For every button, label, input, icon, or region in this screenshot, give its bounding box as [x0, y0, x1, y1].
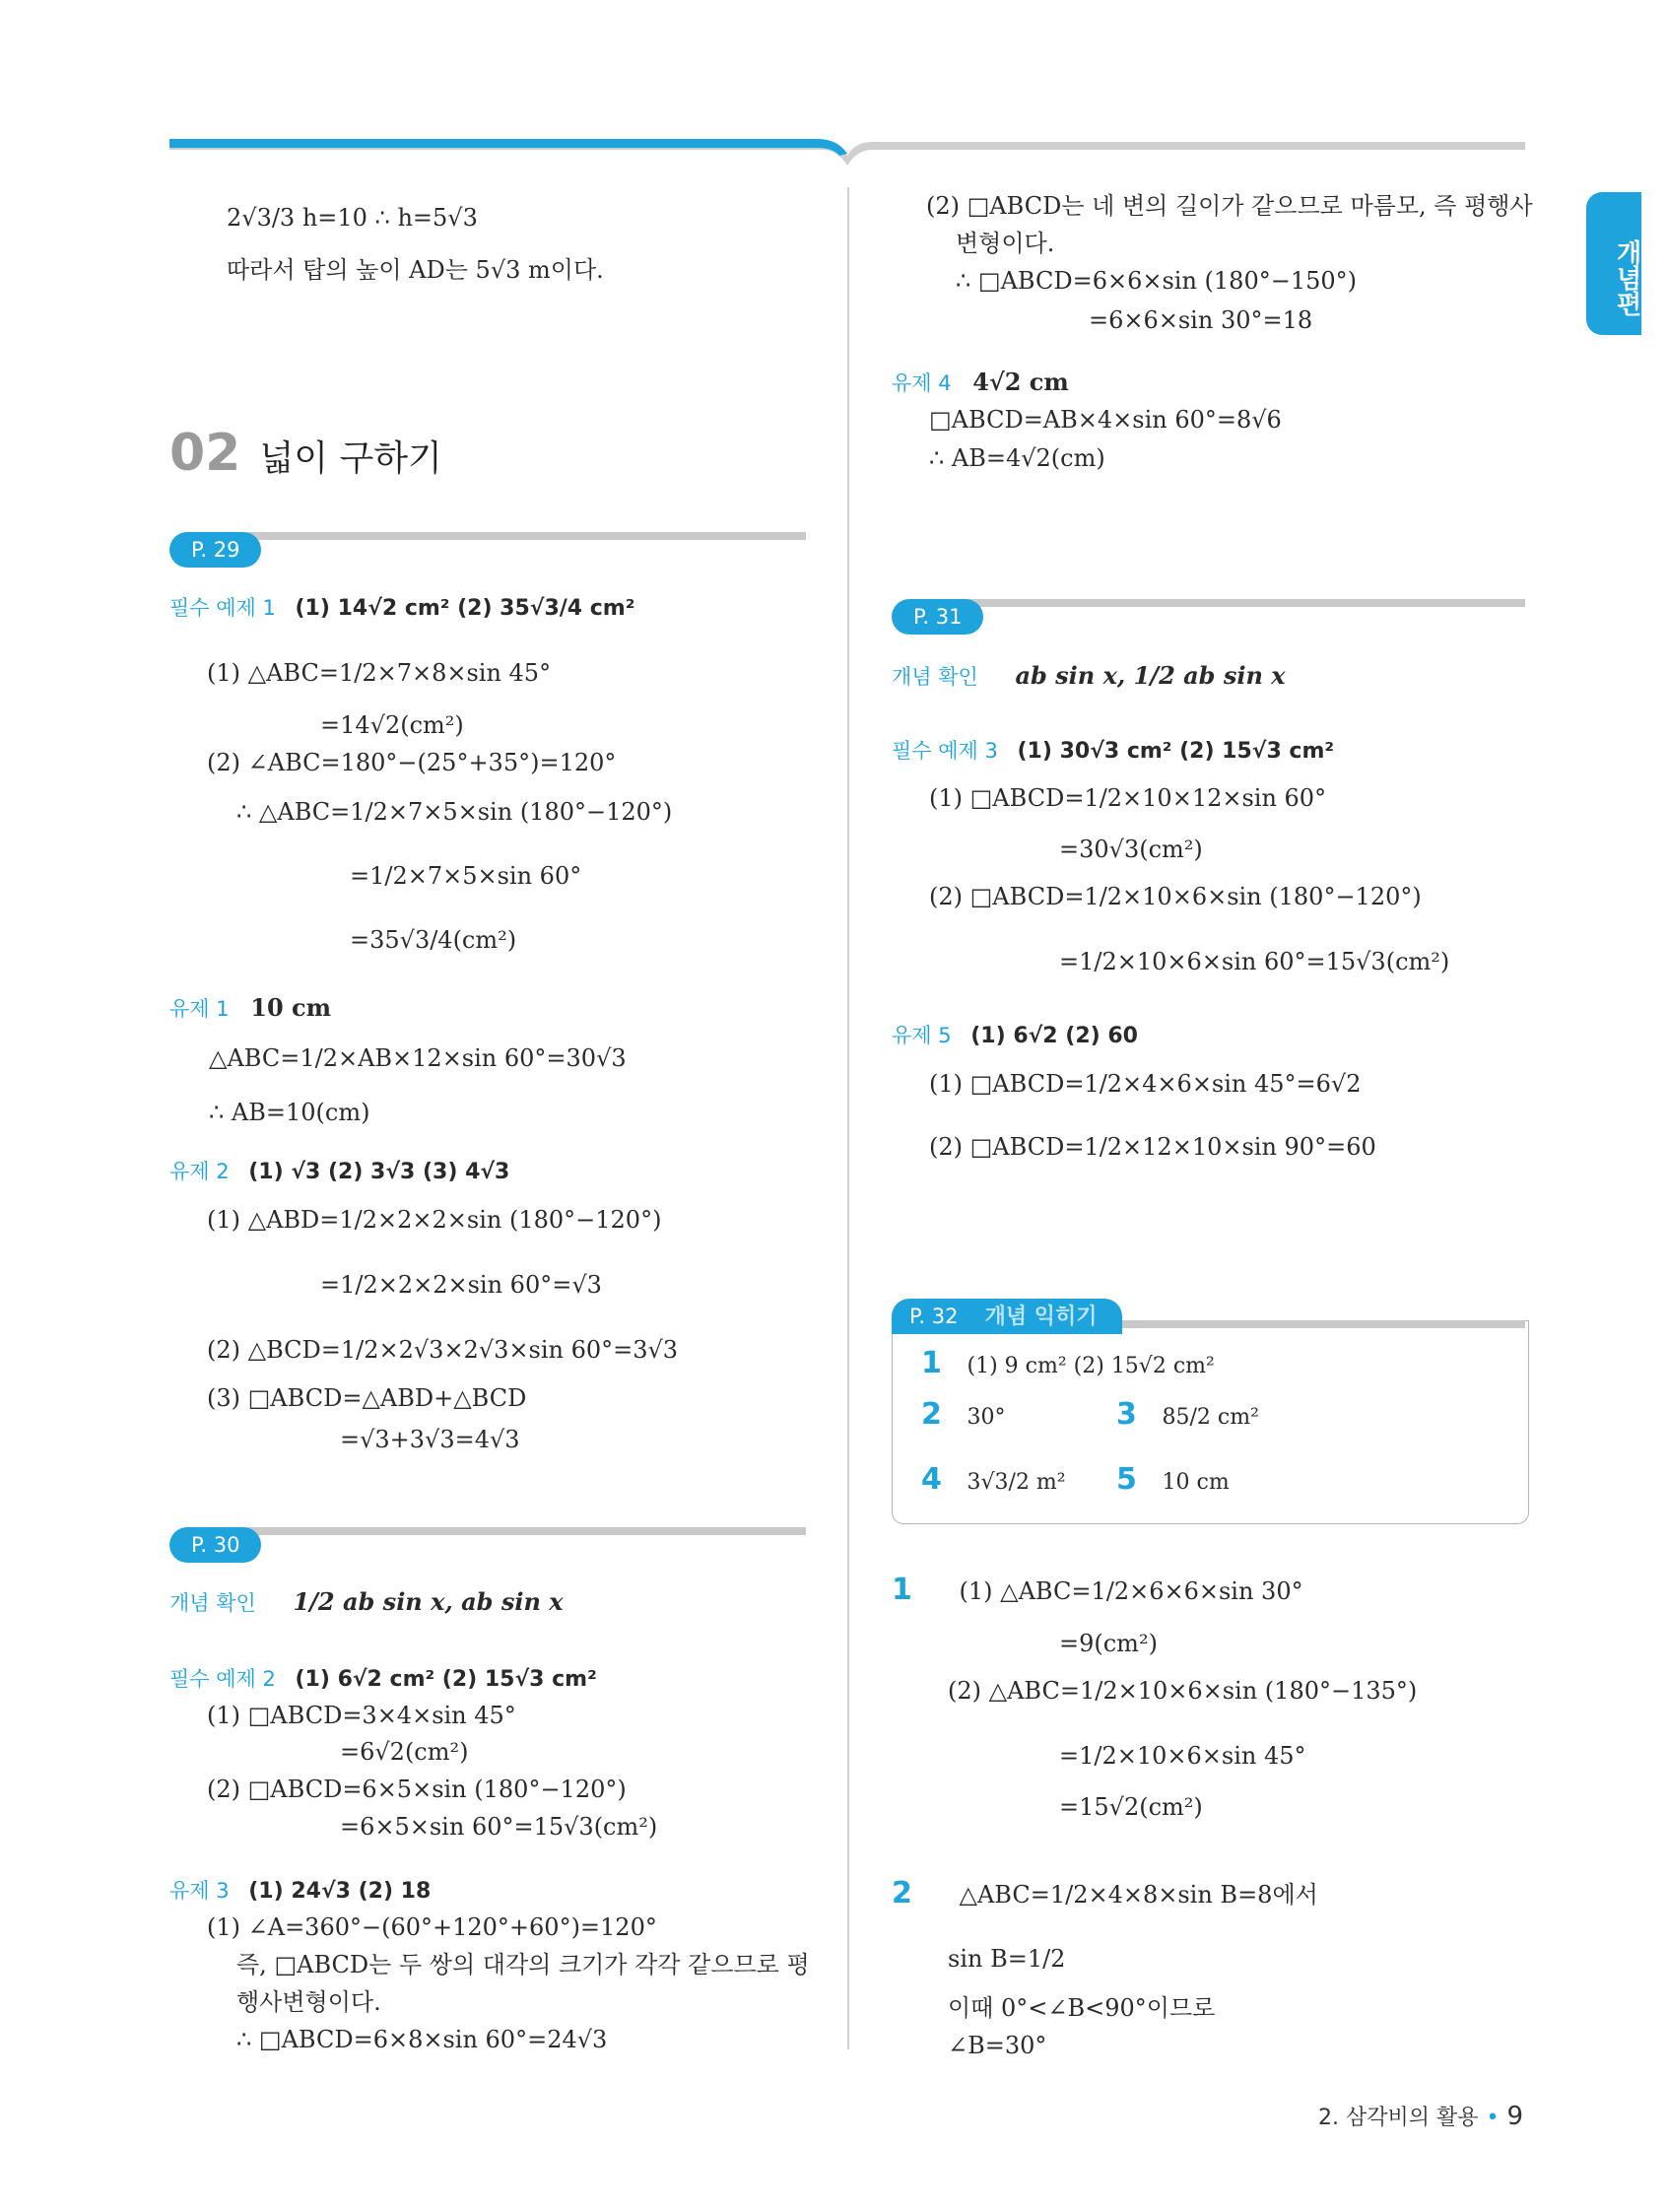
ue4-label: 유제 4 [892, 371, 952, 395]
ue4-answer: 4√2 cm [972, 368, 1069, 396]
ue2-line-4: (3) □ABCD=△ABD+△BCD [207, 1384, 527, 1412]
ue5-answer: (1) 6√2 (2) 60 [970, 1024, 1138, 1048]
section-title: 넓이 구하기 [259, 438, 442, 479]
ex3-line-1: (1) □ABCD=1/2×10×12×sin 60° [929, 784, 1327, 812]
ex3-line-2: =30√3(cm²) [1059, 836, 1203, 863]
box-item-1 [921, 1348, 1215, 1382]
p32-title: 개념 익히기 [984, 1305, 1098, 1329]
p29-bar [246, 532, 806, 540]
ue5-line-1: (1) □ABCD=1/2×4×6×sin 45°=6√2 [929, 1070, 1362, 1098]
ex3-line-3: (2) □ABCD=1/2×10×6×sin (180°−120°) [929, 883, 1422, 910]
footer-dot-icon: • [1486, 2106, 1500, 2130]
ue3-answer: (1) 24√3 (2) 18 [248, 1879, 432, 1904]
ue4-line-2: ∴ AB=4√2(cm) [929, 444, 1105, 472]
page-number: 9 [1506, 2102, 1523, 2131]
p32-header [892, 1299, 1122, 1334]
ue5-line-2: (2) □ABCD=1/2×12×10×sin 90°=60 [929, 1133, 1376, 1161]
right-line-1: (2) □ABCD는 네 변의 길이가 같으므로 마름모, 즉 평행사 [926, 192, 1533, 220]
sol2-number: 2 [892, 1876, 912, 1910]
ex2-line-4: =6×5×sin 60°=15√3(cm²) [340, 1813, 658, 1841]
ue1-label: 유제 1 [169, 997, 230, 1021]
ex1-label: 필수 예제 1 [169, 596, 276, 620]
ue3-line-4: ∴ □ABCD=6×8×sin 60°=24√3 [236, 2026, 608, 2053]
sol2-text-1: △ABC=1/2×4×8×sin B=8에서 [959, 1881, 1318, 1909]
concept-left-label: 개념 확인 [169, 1591, 256, 1615]
side-tab: 개념편 [1586, 192, 1641, 335]
box-ans-1: (1) 9 cm² (2) 15√2 cm² [967, 1354, 1215, 1378]
ue2-label: 유제 2 [169, 1160, 230, 1183]
footer-chapter: 2. 삼각비의 활용 [1317, 2106, 1479, 2130]
box-ans-2: 30° [967, 1405, 1006, 1430]
sol2-line-4: ∠B=30° [948, 2032, 1047, 2059]
ex3-answer: (1) 30√3 cm² (2) 15√3 cm² [1017, 739, 1335, 764]
ex1-line-3: (2) ∠ABC=180°−(25°+35°)=120° [207, 749, 617, 776]
box-num-1: 1 [921, 1346, 942, 1380]
ex3-line-4: =1/2×10×6×sin 60°=15√3(cm²) [1059, 948, 1450, 975]
ex2-label: 필수 예제 2 [169, 1667, 276, 1691]
top-line-1: 2√3/3 h=10 ∴ h=5√3 [227, 204, 478, 232]
sol2-line-1 [892, 1878, 1318, 1910]
ex2-header [169, 1662, 597, 1696]
right-line-3: ∴ □ABCD=6×6×sin (180°−150°) [956, 267, 1357, 295]
ue3-line-1: (1) ∠A=360°−(60°+120°+60°)=120° [207, 1913, 657, 1941]
box-ans-5: 10 cm [1162, 1470, 1230, 1495]
header-bars [0, 128, 1668, 168]
ue1-answer: 10 cm [250, 993, 332, 1022]
ue1-line-1: △ABC=1/2×AB×12×sin 60°=30√3 [209, 1044, 627, 1072]
box-num-5: 5 [1116, 1462, 1137, 1497]
ue2-line-2: =1/2×2×2×sin 60°=√3 [320, 1271, 602, 1299]
ex1-line-1: (1) △ABC=1/2×7×8×sin 45° [207, 659, 552, 687]
ex2-line-1: (1) □ABCD=3×4×sin 45° [207, 1702, 516, 1729]
ex2-answer: (1) 6√2 cm² (2) 15√3 cm² [295, 1667, 597, 1692]
sol1-text-1: (1) △ABC=1/2×6×6×sin 30° [959, 1577, 1303, 1605]
p30-pill: P. 30 [169, 1527, 261, 1563]
top-line-2: 따라서 탑의 높이 AD는 5√3 m이다. [227, 256, 604, 284]
box-ans-4: 3√3/2 m² [967, 1470, 1066, 1495]
ex1-header [169, 591, 634, 625]
ue5-label: 유제 5 [892, 1024, 952, 1047]
ex3-label: 필수 예제 3 [892, 739, 998, 763]
footer [1318, 2101, 1523, 2131]
ue4-header [892, 367, 1069, 399]
ex1-line-6: =35√3/4(cm²) [350, 926, 517, 954]
concept-left-answer: 1/2 ab sin x, ab sin x [293, 1587, 564, 1616]
ue3-line-2: 즉, □ABCD는 두 쌍의 대각의 크기가 각각 같으므로 평 [236, 1951, 810, 1978]
section-heading [169, 424, 442, 483]
ex1-line-2: =14√2(cm²) [320, 711, 464, 739]
ue2-line-5: =√3+3√3=4√3 [340, 1426, 520, 1453]
p31-pill: P. 31 [892, 599, 983, 635]
box-item-3 [1116, 1399, 1259, 1434]
box-ans-3: 85/2 cm² [1162, 1405, 1259, 1430]
ue2-line-3: (2) △BCD=1/2×2√3×2√3×sin 60°=3√3 [207, 1336, 679, 1364]
ue3-line-3: 행사변형이다. [236, 1988, 381, 2016]
box-item-2 [921, 1399, 1006, 1434]
ue1-header [169, 992, 331, 1025]
sol1-line-3: (2) △ABC=1/2×10×6×sin (180°−135°) [948, 1677, 1418, 1705]
right-line-4: =6×6×sin 30°=18 [1089, 306, 1313, 334]
right-line-2: 변형이다. [956, 230, 1055, 257]
ex3-header [892, 734, 1334, 768]
p32-pill: P. 32 [909, 1305, 959, 1328]
p32-bar [1084, 1320, 1525, 1328]
concept-right-label: 개념 확인 [892, 665, 978, 689]
sol1-number: 1 [892, 1573, 912, 1607]
ex2-line-2: =6√2(cm²) [340, 1738, 469, 1766]
ex1-line-4: ∴ △ABC=1/2×7×5×sin (180°−120°) [236, 798, 673, 826]
sol2-line-3: 이때 0°<∠B<90°이므로 [948, 1994, 1216, 2022]
concept-right [892, 660, 1286, 693]
box-num-4: 4 [921, 1462, 942, 1497]
sol1-line-5: =15√2(cm²) [1059, 1793, 1203, 1821]
ue4-line-1: □ABCD=AB×4×sin 60°=8√6 [929, 406, 1282, 434]
p30-bar [246, 1527, 806, 1535]
ue2-header [169, 1155, 509, 1188]
box-num-3: 3 [1116, 1397, 1137, 1432]
box-item-5 [1116, 1464, 1230, 1499]
sol2-line-2: sin B=1/2 [948, 1945, 1066, 1973]
box-num-2: 2 [921, 1397, 942, 1432]
concept-right-answer: ab sin x, 1/2 ab sin x [1015, 661, 1286, 690]
sol1-line-4: =1/2×10×6×sin 45° [1059, 1742, 1306, 1770]
ue1-line-2: ∴ AB=10(cm) [209, 1099, 370, 1126]
ue2-answer: (1) √3 (2) 3√3 (3) 4√3 [248, 1160, 510, 1184]
sol1-line-2: =9(cm²) [1059, 1630, 1158, 1657]
section-number: 02 [169, 424, 241, 483]
ue2-line-1: (1) △ABD=1/2×2×2×sin (180°−120°) [207, 1206, 662, 1234]
p31-bar [966, 599, 1525, 607]
p29-pill: P. 29 [169, 532, 261, 568]
ex2-line-3: (2) □ABCD=6×5×sin (180°−120°) [207, 1776, 627, 1803]
ex1-answer: (1) 14√2 cm² (2) 35√3/4 cm² [295, 596, 635, 621]
ue3-label: 유제 3 [169, 1879, 230, 1903]
ue3-header [169, 1874, 431, 1908]
sol1-line-1 [892, 1575, 1303, 1607]
ex1-line-5: =1/2×7×5×sin 60° [350, 862, 582, 890]
column-divider [847, 187, 849, 2049]
box-item-4 [921, 1464, 1066, 1499]
concept-left [169, 1586, 564, 1619]
ue5-header [892, 1019, 1138, 1052]
